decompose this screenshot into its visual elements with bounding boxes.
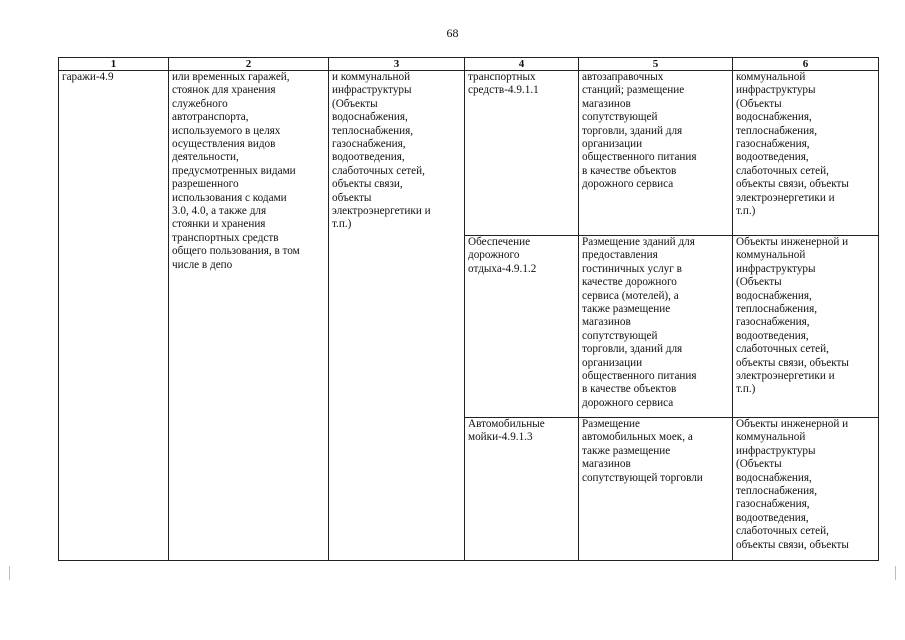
sub-description-text: автозаправочных станций; размещение магазинов сопутствующей торговли, зданий для организации общественного питания в качестве объектов дорожного сервиса [582, 71, 697, 191]
column-header-2: 2 [169, 58, 329, 71]
column-header-5: 5 [579, 58, 733, 71]
sub-use-text: транспортных средств-4.9.1.1 [468, 71, 539, 97]
main-infrastructure-text: и коммунальной инфраструктуры (Объекты водоснабжения, теплоснабжения, газоснабжения, водоотведения, слаботочных сетей, объекты связи, объекты электроэнергетики и т.п.) [332, 71, 431, 231]
sub-infrastructure-text: Объекты инженерной и коммунальной инфраструктуры (Объекты водоснабжения, теплоснабжения, газоснабжения, водоотведения, слаботочных сетей, объекты связи, объекты электроэнергетики и т.п.) [736, 236, 849, 396]
cell-sub-description [579, 236, 733, 418]
sub-description-text: Размещение зданий для предоставления гостиничных услуг в качестве дорожного сервиса (мотелей), а также размещение магазинов сопутствующей торговли, зданий для организации общественного питания в качестве объектов дорожного сервиса [582, 236, 697, 409]
sub-infrastructure-text: коммунальной инфраструктуры (Объекты водоснабжения, теплоснабжения, газоснабжения, водоотведения, слаботочных сетей, объекты связи, объекты электроэнергетики и т.п.) [736, 71, 849, 218]
cell-sub-use [465, 236, 579, 418]
cell-sub-infrastructure [733, 71, 879, 236]
column-header-4: 4 [465, 58, 579, 71]
cell-sub-use [465, 71, 579, 236]
page-number: 68 [446, 26, 459, 40]
sub-use-text: Автомобильные мойки-4.9.1.3 [468, 418, 545, 444]
sub-infrastructure-text: Объекты инженерной и коммунальной инфраструктуры (Объекты водоснабжения, теплоснабжения, газоснабжения, водоотведения, слаботочных сетей, объекты связи, объекты [736, 418, 849, 551]
scan-edge-mark-left [9, 566, 10, 580]
cell-sub-description [579, 418, 733, 561]
table-header-row [59, 58, 879, 71]
zoning-table [58, 57, 879, 561]
cell-sub-description [579, 71, 733, 236]
cell-sub-infrastructure [733, 236, 879, 418]
sub-use-text: Обеспечение дорожного отдыха-4.9.1.2 [468, 236, 537, 275]
column-header-3: 3 [329, 58, 465, 71]
column-header-6: 6 [733, 58, 879, 71]
cell-main-use [59, 71, 169, 561]
column-header-1: 1 [59, 58, 169, 71]
cell-main-description [169, 71, 329, 561]
table-row [59, 71, 879, 236]
cell-sub-infrastructure [733, 418, 879, 561]
main-use-text: гаражи-4.9 [62, 71, 114, 83]
sub-description-text: Размещение автомобильных моек, а также размещение магазинов сопутствующей торговли [582, 418, 703, 484]
cell-main-infrastructure [329, 71, 465, 561]
cell-sub-use [465, 418, 579, 561]
scan-edge-mark-right [895, 566, 896, 580]
main-description-text: или временных гаражей, стоянок для хранения служебного автотранспорта, используемого в целях осуществления видов деятельности, предусмотренных видами разрешенного использования с кодами 3.0, 4.0, а также для стоянки и хранения транспортных средств общего пользования, в том числе в депо [172, 71, 300, 271]
